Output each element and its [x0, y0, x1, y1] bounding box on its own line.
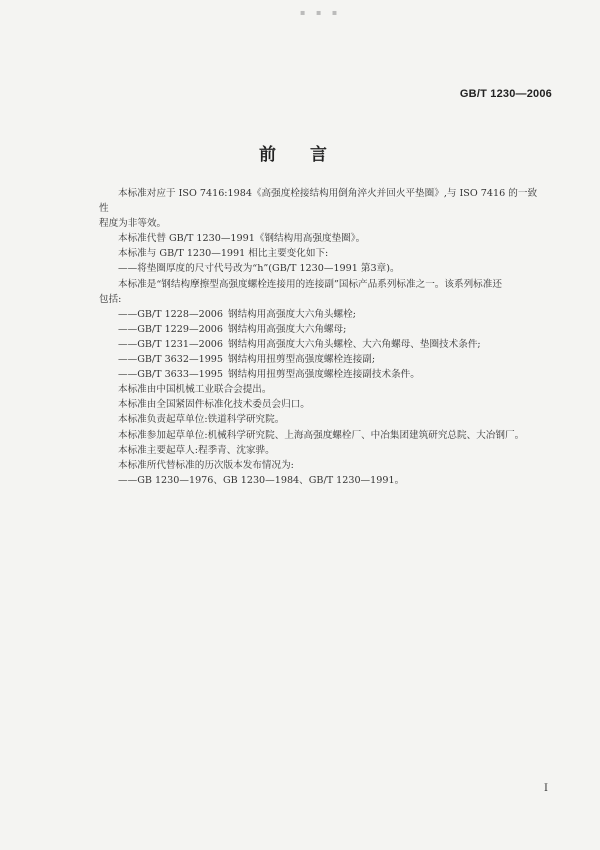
page-title: 前 言: [259, 145, 341, 165]
standard-list-item: [99, 322, 544, 337]
paragraph: 本标准代替 GB/T 1230—1991《钢结构用高强度垫圈》。: [118, 233, 366, 245]
page-number: I: [544, 783, 548, 794]
paragraph-continuation: 包括:: [99, 293, 122, 305]
standard-name: 钢结构用扭剪型高强度螺栓连接副;: [228, 354, 376, 366]
paragraph: 本标准与 GB/T 1230—1991 相比主要变化如下:: [118, 248, 329, 260]
standard-list-item: [99, 352, 544, 367]
standard-number: ——GB/T 1229—2006: [118, 323, 224, 335]
standard-list-item: [99, 307, 544, 322]
standard-code: GB/T 1230—2006: [459, 88, 552, 100]
standard-number: ——GB/T 3633—1995: [118, 369, 224, 381]
history-list-item: ——GB 1230—1976、GB 1230—1984、GB/T 1230—1991。: [118, 474, 405, 486]
paragraph: 本标准对应于 ISO 7416:1984《高强度栓接结构用倒角淬火并回火平垫圈》,与 ISO 7416 的一致性: [99, 188, 538, 215]
standard-list-item: [99, 367, 544, 382]
change-list-item: ——将垫圈厚度的尺寸代号改为“h”(GB/T 1230—1991 第3章)。: [118, 263, 400, 275]
scan-artifact: ▪ ▪ ▪: [300, 8, 342, 17]
standard-number: ——GB/T 1231—2006: [118, 338, 224, 350]
paragraph: 本标准是“钢结构摩擦型高强度螺栓连接用的连接副”国标产品系列标准之一。该系列标准还: [118, 278, 502, 290]
paragraph: 本标准参加起草单位:机械科学研究院、上海高强度螺栓厂、中冶集团建筑研究总院、大冶钢厂。: [118, 429, 525, 441]
standard-name: 钢结构用扭剪型高强度螺栓连接副技术条件。: [228, 369, 420, 381]
standard-list-item: [99, 337, 544, 352]
standard-name: 钢结构用高强度大六角头螺栓;: [228, 308, 356, 320]
standard-number: ——GB/T 1228—2006: [118, 308, 224, 320]
paragraph: 本标准所代替标准的历次版本发布情况为:: [118, 459, 294, 471]
standard-name: 钢结构用高强度大六角螺母;: [228, 323, 347, 335]
standard-number: ——GB/T 3632—1995: [118, 354, 224, 366]
foreword-body: [99, 186, 544, 488]
paragraph: 本标准负责起草单位:铁道科学研究院。: [118, 414, 285, 426]
paragraph: 本标准由全国紧固件标准化技术委员会归口。: [118, 399, 310, 411]
paragraph: 本标准由中国机械工业联合会提出。: [118, 384, 272, 396]
standard-name: 钢结构用高强度大六角头螺栓、大六角螺母、垫圈技术条件;: [228, 338, 481, 350]
paragraph-continuation: 程度为非等效。: [99, 218, 167, 230]
paragraph: 本标准主要起草人:程季青、沈家骅。: [118, 444, 275, 456]
